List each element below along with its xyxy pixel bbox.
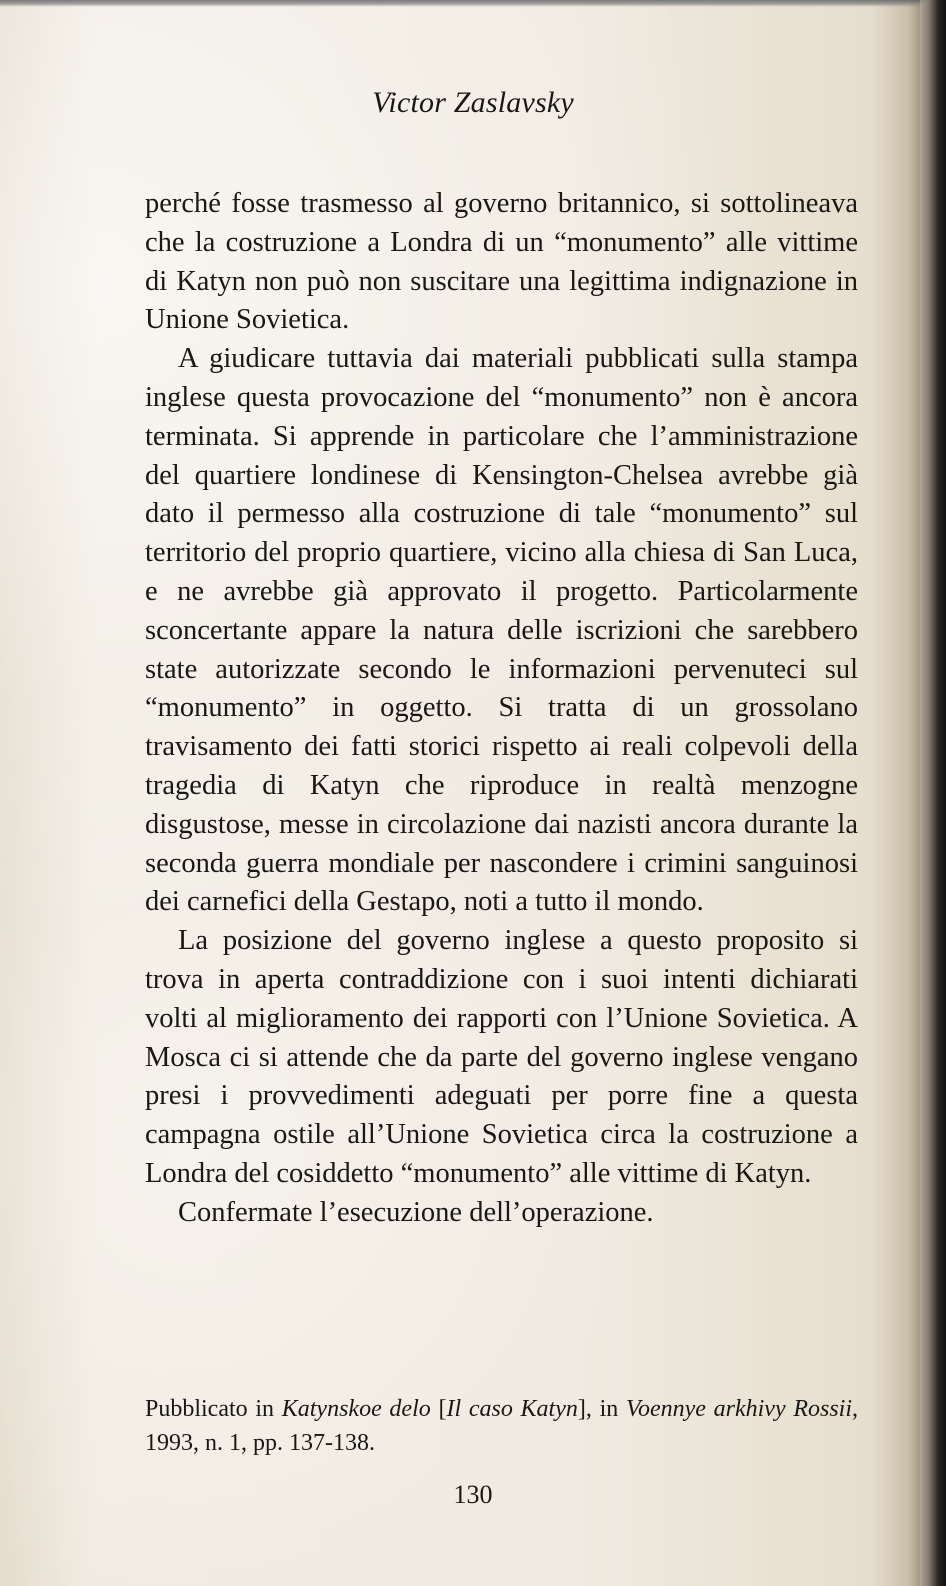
paragraph-1: perché fosse trasmesso al governo britannico, si sottolineava che la costruzione a Londra di un “monumento” alle vittime di Katyn non può non suscitare una legittima indignazione in Unione Sovietica. [145,188,858,336]
paragraph-4: Confermate l’esecuzione dell’operazione. [178,1196,654,1228]
source-journal: Voennye arkhivy Rossii [625,1396,852,1422]
page-edge-shadow [920,0,946,1586]
top-rule [0,0,946,7]
source-bracket-close: ], in [577,1396,626,1422]
running-head: Victor Zaslavsky [372,86,574,119]
paragraph-3: La posizione del governo inglese a questo proposito si trova in aperta contraddizione con i suoi intenti dichiarati volti al miglioramento dei rapporti con l’Unione Sovietica. A Mosca ci si attende che da parte del governo inglese vengano presi i provvedimenti adeguati per porre fine a questa campagna ostile all’Unione Sovietica circa la costruzione a Londra del cosiddetto “monumento” alle vittime di Katyn. [145,925,858,1189]
source-work-title: Katynskoe delo [281,1396,431,1422]
source-note-prefix: Pubblicato in [145,1396,282,1422]
source-note [145,1392,858,1460]
source-details: , 1993, n. 1, pp. 137-138. [145,1396,858,1456]
body-text [145,185,858,1233]
source-work-translation: Il caso Katyn [446,1396,578,1422]
paragraph-2: A giudicare tuttavia dai materiali pubblicati sulla stampa inglese questa provocazione del “monumento” non è ancora terminata. Si apprende in particolare che l’amministrazione del quartiere londinese di Kensington-Chelsea avrebbe già dato il permesso alla costruzione di tale “monumento” sul territorio del proprio quartiere, vicino alla chiesa di San Luca, e ne avrebbe già approvato il progetto. Particolarmente sconcertante appare la natura delle iscrizioni che sarebbero state autorizzate secondo le informazioni pervenuteci sul “monumento” in oggetto. Si tratta di un grossolano travisamento dei fatti storici rispetto ai reali colpevoli della tragedia di Katyn che riproduce in realtà menzogne disgustose, messe in circolazione dai nazisti ancora durante la seconda guerra mondiale per nascondere i crimini sanguinosi dei carnefici della Gestapo, noti a tutto il mondo. [145,343,858,918]
page-number: 130 [453,1480,493,1509]
source-bracket-open: [ [430,1396,447,1422]
